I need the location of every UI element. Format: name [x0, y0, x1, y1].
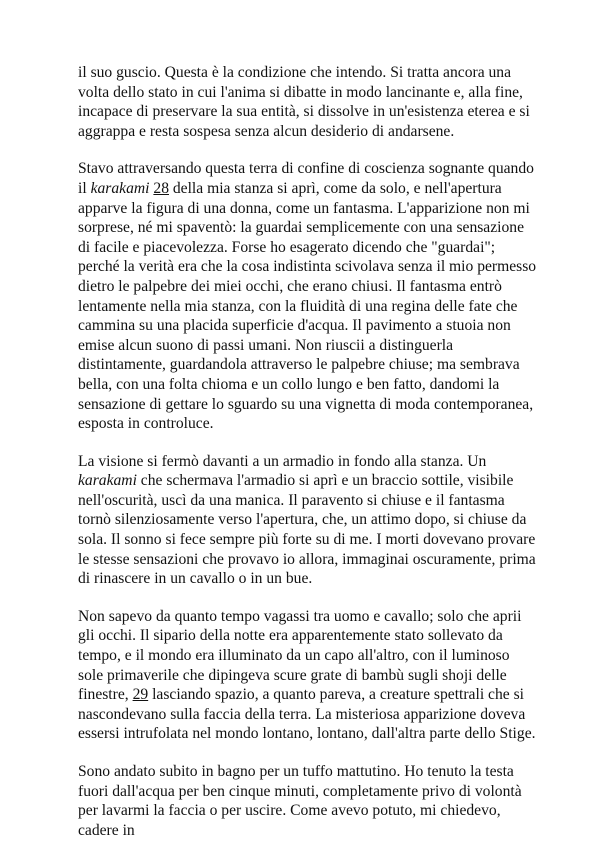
- paragraph-text: della mia stanza si aprì, come da solo, e nell'apertura apparve la figura di una donna, come un fantasma. L'apparizione non mi sorprese, né mi spaventò: la guardai semplicemente con una sensazione di facile e piacevolezza. Forse ho esagerato dicendo che "guardai"; perché la verità era che la cosa indistinta scivolava senza il mio permesso dietro le palpebre dei miei occhi, che erano chiusi. Il fantasma entrò lentamente nella mia stanza, con la fluidità di una regina delle fate che cammina su una placida superficie d'acqua. Il pavimento a stuoia non emise alcun suono di passi umani. Non riuscii a distinguerla distintamente, guardandola attraverso le palpebre chiuse; ma sembrava bella, con una folta chioma e un collo lungo e ben fatto, dandomi la sensazione di gettare lo sguardo su una vignetta di moda contemporanea, esposta in controluce.: [78, 179, 537, 433]
- document-page: [78, 63, 538, 858]
- footnote-link-28[interactable]: 28: [153, 179, 169, 197]
- paragraph-text: Sono andato subito in bagno per un tuffo mattutino. Ho tenuto la testa fuori dall'acqua per ben cinque minuti, completamente privo di volontà per lavarmi la faccia o per uscire. Come avevo potuto, mi chiedevo, cadere in: [78, 763, 522, 839]
- paragraph-2: [78, 159, 538, 433]
- paragraph-text: Stavo attraversando questa terra di confine di coscienza sognante quando il: [78, 160, 534, 197]
- paragraph-1: [78, 63, 538, 141]
- footnote-link-29[interactable]: 29: [132, 686, 149, 704]
- paragraph-4: [78, 607, 538, 744]
- paragraph-text: Non sapevo da quanto tempo vagassi tra uomo e cavallo; solo che aprii gli occhi. Il sipario della notte era apparentemente stato sollevato da tempo, e il mondo era illuminato da un capo all'altro, con il luminoso sole primaverile che dipingeva scure grate di bambù sugli shoji delle finestre,: [78, 607, 522, 704]
- paragraph-text: La visione si fermò davanti a un armadio in fondo alla stanza. Un: [78, 452, 487, 470]
- paragraph-text: il suo guscio. Questa è la condizione che intendo. Si tratta ancora una volta dello stato in cui l'anima si dibatte in modo lancinante e, alla fine, incapace di preservare la sua entità, si dissolve in un'esistenza eterea e si aggrappa e resta sospesa senza alcun desiderio di andarsene.: [78, 64, 530, 140]
- italic-term-karakami: karakami: [90, 179, 150, 197]
- paragraph-5: [78, 762, 538, 840]
- paragraph-text: che schermava l'armadio si aprì e un braccio sottile, visibile nell'oscurità, uscì da una manica. Il paravento si chiuse e il fantasma tornò silenziosamente verso l'apertura, che, un attimo dopo, si chiuse da sola. Il sonno si fece sempre più forte su di me. I morti dovevano provare le stesse sensazioni che provavo io allora, immaginai oscuramente, prima di rinascere in un cavallo o in un bue.: [78, 472, 536, 588]
- paragraph-text: lasciando spazio, a quanto pareva, a creature spettrali che si nascondevano sulla faccia della terra. La misteriosa apparizione doveva essersi intrufolata nel mondo lontano, lontano, dall'altra parte dello Stige.: [78, 686, 536, 743]
- paragraph-3: [78, 452, 538, 589]
- italic-term-karakami: karakami: [78, 472, 137, 490]
